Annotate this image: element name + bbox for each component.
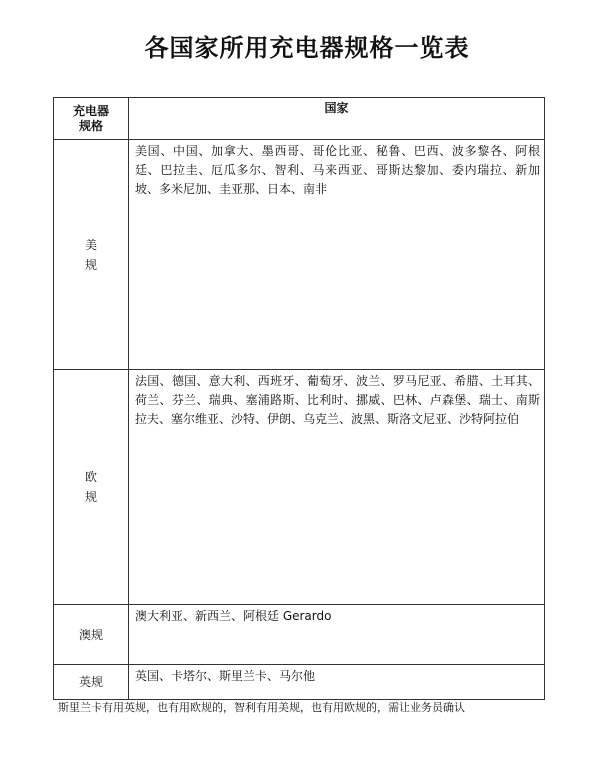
footnote: 斯里兰卡有用英规，也有用欧规的，智利有用美规，也有用欧规的，需让业务员确认 — [58, 701, 465, 714]
spec-label: 英规 — [78, 675, 103, 689]
countries-cell-uk: 英国、卡塔尔、斯里兰卡、马尔他 — [129, 665, 545, 700]
table-header-row — [54, 98, 545, 140]
spec-label-line2: 规 — [84, 490, 97, 504]
header-spec-line1: 充电器 — [72, 103, 109, 118]
spec-cell-eu — [54, 370, 129, 605]
charger-spec-table — [53, 97, 545, 700]
table-row — [54, 665, 545, 700]
spec-label-line1: 美 — [84, 237, 97, 252]
spec-cell-au — [54, 605, 129, 665]
header-country-cell: 国家 — [129, 98, 545, 140]
spec-label-line1: 欧 — [84, 470, 97, 484]
table-row — [54, 140, 545, 370]
countries-cell-eu: 法国、德国、意大利、西班牙、葡萄牙、波兰、罗马尼亚、希腊、土耳其、荷兰、芬兰、瑞典、塞浦路斯、比利时、挪威、巴林、卢森堡、瑞士、南斯拉夫、塞尔维亚、沙特、伊朗、乌克兰、波黑、斯洛文尼亚、沙特阿拉伯 — [129, 370, 545, 605]
spec-label: 澳规 — [78, 627, 103, 642]
countries-cell-us: 美国、中国、加拿大、墨西哥、哥伦比亚、秘鲁、巴西、波多黎各、阿根廷、巴拉圭、厄瓜多尔、智利、马来西亚、哥斯达黎加、委内瑞拉、新加坡、多米尼加、圭亚那、日本、南非 — [129, 140, 545, 370]
spec-label-line2: 规 — [84, 257, 97, 272]
spec-cell-uk — [54, 665, 129, 700]
header-spec-cell — [54, 98, 129, 140]
countries-cell-au: 澳大利亚、新西兰、阿根廷 Gerardo — [129, 605, 545, 665]
table-row — [54, 370, 545, 605]
page-title: 各国家所用充电器规格一览表 — [144, 34, 470, 62]
spec-cell-us — [54, 140, 129, 370]
header-spec-line2: 规格 — [78, 118, 103, 133]
table-row — [54, 605, 545, 665]
